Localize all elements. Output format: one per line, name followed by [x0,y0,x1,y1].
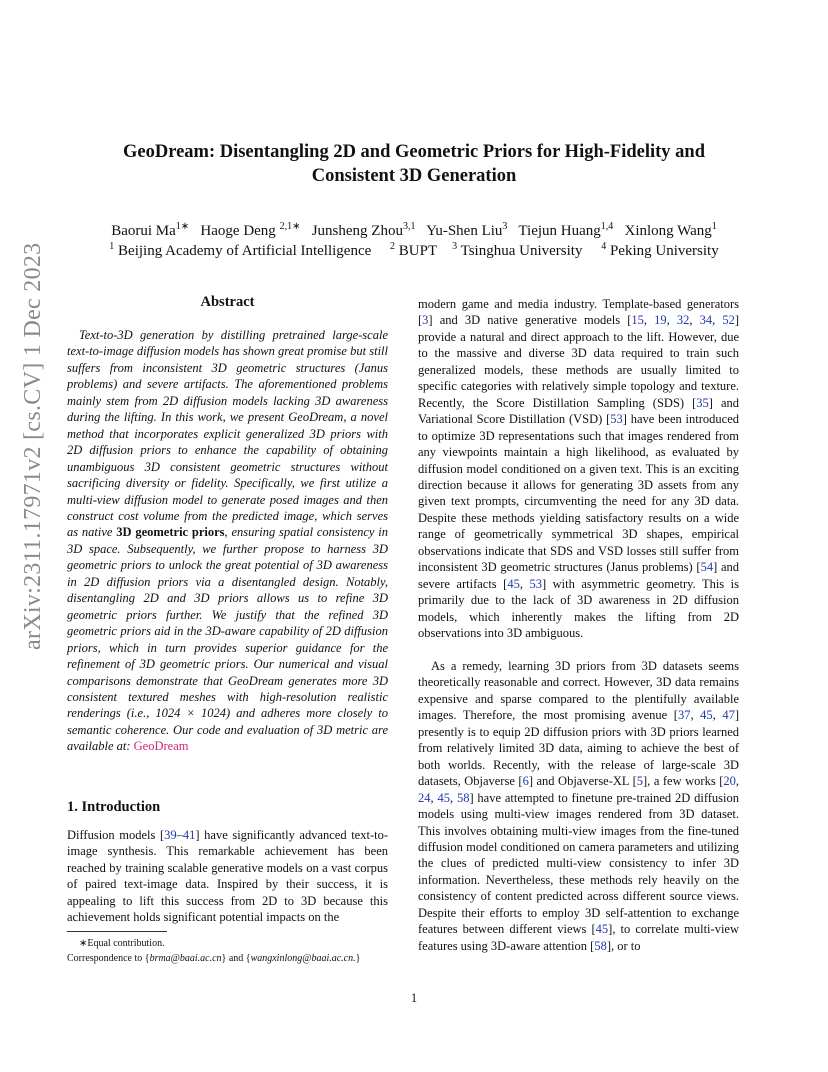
citation-link[interactable]: 6 [522,774,529,789]
paragraph-text: ] presently is to equip 2D diffusion priors with 3D priors learned from relatively limited 3D data, aiming to achieve the best of both worlds. Recently, with the release of large-scale 3D datasets, Objaverse [ [418,708,740,789]
citation-link[interactable]: 24 [418,790,431,805]
right-paragraph-1 [418,296,739,642]
paragraph-text: , [712,313,723,328]
abstract-body: Text-to-3D generation by distilling pretrained large-scale text-to-image diffusion models has shown great promise but still suffers from inconsistent 3D geometric structures (Janus problems) and severe artifacts. The aforementioned problems mainly stem from 2D diffusion models lacking 3D awareness during the lifting. In this work, we present GeoDream, a novel method that incorporates explicit generalized 3D priors with 2D diffusion priors to enhance the capability of obtaining unambiguous 3D consistent geometric structures without sacrificing diversity or fidelity. Specifically, we first utilize a multi-view diffusion model to generate posed images and then construct cost volume from the predicted image, which serves as native 3D geometric priors, ensuring spatial consistency in 3D space. Subsequently, we further propose to harness 3D geometric priors to unlock the great potential of 3D awareness in 2D diffusion priors via a disentangled design. Notably, disentangling 2D and 3D priors allows us to refine 3D geometric priors further. We justify that the refined 3D geometric priors aid in the 3D-aware capability of 2D diffusion priors, which in turn provides superior guidance for the refinement of 3D geometric priors. Our numerical and visual comparisons demonstrate that GeoDream generates more 3D consistent textured meshes with high-resolution realistic renderings (i.e., 1024 × 1024) and adheres more closely to semantic coherence. Our code and evaluation of 3D metric are available at: GeoDream [67,328,388,754]
affiliation: $^4$ Peking University [601,241,719,259]
paragraph-text: , [690,708,701,723]
author: Xinlong Wang$^1$ [624,221,717,239]
citation-link[interactable]: 39 [164,828,177,842]
arxiv-stamp [20,242,50,650]
affiliation-list [0,237,828,261]
paragraph-text: , [689,313,700,328]
citation-link[interactable]: 34 [699,313,713,328]
citation-link[interactable]: 53 [610,412,623,427]
citation-link[interactable]: 3 [422,313,429,328]
affiliation: $^3$ Tsinghua University [452,241,583,259]
paragraph-text: , [449,790,457,805]
citation-link[interactable]: 47 [722,708,735,723]
author: Tiejun Huang$^{1,4}$ [518,221,614,239]
paragraph-text: ] and severe artifacts [ [418,560,739,591]
citation-link[interactable]: 20 [723,774,736,789]
citation-link[interactable]: 19 [654,313,667,328]
paragraph-text: ], to correlate multi-view features using 3D-aware attention [ [418,922,739,953]
paragraph-text: , [643,313,655,328]
paragraph-text: ] and Objaverse-XL [ [528,774,637,789]
email-link[interactable]: wangxinlong@baai.ac.cn. [250,953,356,964]
citation-link[interactable]: 58 [456,790,470,805]
footnote-correspondence: Correspondence to {brma@baai.ac.cn} and {wangxinlong@baai.ac.cn.} [67,953,361,964]
paragraph-text: , [712,708,723,723]
paragraph-text: modern game and media industry. Template-based generators [ [418,297,739,328]
citation-link[interactable]: 45 [437,790,450,805]
citation-link[interactable]: 15 [631,313,644,328]
citation-link[interactable]: 45 [507,576,520,591]
citation-link[interactable]: 35 [696,395,709,410]
paragraph-text: ] with asymmetric geometry. This is primarily due to the lack of 3D awareness in 2D diffusion models, which inherently makes the lifting from 2D observations into 3D ambiguous. [418,576,739,641]
paragraph-text: ] and 3D native generative models [ [428,313,632,328]
footnote-rule [67,931,167,932]
paragraph-text: As a remedy, learning 3D priors from 3D datasets seems theoretically reasonable and correct. However, 3D data remains expensive and sparse compared to the plentifully available images. Therefore, the most promising avenue [ [418,659,739,723]
footnote-equal-contribution: ∗Equal contribution. [79,938,165,949]
citation-link[interactable]: 52 [722,313,735,328]
citation-link[interactable]: 5 [636,774,644,789]
page-number: 1 [410,991,418,1005]
arxiv-id: arXiv:2311.17971v2 [cs.CV] 1 Dec 2023 [20,242,46,650]
intro-paragraph: Diffusion models [39–41] have significantly advanced text-to-image synthesis. This remarkable achievement has been reached by training scalable generative models on a vast corpus of paired text-image data. Inspired by their success, it is appealing to lift this success from 2D to 3D because this achievement holds significant potential impacts on the [67,828,388,925]
paragraph-text: ], or to [606,938,641,953]
paragraph-text: ] have been introduced to optimize 3D representations such that images rendered from any viewpoints maintain a high likelihood, as evaluated by diffusion model conditioned on a given text. This is an exciting direction because it allows for generating 3D assets from any given text prompts, circumventing the need for any 3D data. Despite these methods yielding satisfactory results on a wide range of geometrically symmetrical 3D shapes, empirical observations indicate that SDS and VSD losses still suffer from inconsistent 3D geometric structures (Janus problems) [ [418,412,740,575]
paragraph-text: ] and Variational Score Distillation (VSD) [ [418,395,739,427]
author: Baorui $Ma^{1∗}$ [111,221,190,239]
citation-link[interactable]: 37 [677,708,691,723]
citation-link[interactable]: 45 [595,922,609,937]
paragraph-text: , [519,576,530,591]
paragraph-text: ], a few works [ [643,774,724,789]
email-link[interactable]: brma@baai.ac.cn [149,953,222,964]
affiliation: $^2$ BUPT [390,241,438,259]
title-line-2: Consistent 3D Generation [311,166,517,186]
author: Junsheng Zhou$^{3,1}$ [311,221,416,239]
right-paragraph-2 [418,658,739,954]
paragraph-text: , [666,313,677,328]
paragraph-text: , [430,790,438,805]
citation-link[interactable]: 54 [700,560,714,575]
section-heading-introduction: 1. Introduction [67,799,161,815]
geodream-link[interactable]: GeoDream [133,739,189,754]
citation-link[interactable]: 53 [529,576,542,591]
paper-title [0,140,828,188]
title-line-1: GeoDream: Disentangling 2D and Geometric Priors for High-Fidelity and [122,142,705,162]
paragraph-text: , [735,774,739,789]
abstract-heading: Abstract [200,294,255,310]
author: Haoge Deng $^{2,1∗}$ [200,221,301,239]
citation-link[interactable]: 58 [594,938,607,953]
author: Yu-Shen Liu$^3$ [426,221,508,239]
abstract-bold-phrase: 3D geometric priors [116,525,225,540]
affiliation: $^1$ Beijing Academy of Artificial Intelligence [109,241,372,259]
citation-link[interactable]: 32 [676,313,690,328]
paragraph-text: ] have attempted to finetune pre-trained 2D diffusion models using multi-view images rendered from 3D dataset. This involves obtaining multi-view images from the fine-tuned diffusion model conditioned on camera parameters and utilizing the clues of predicted multi-view consistency to infer 3D information. Nevertheless, these methods rely heavily on the consistency of content predicted across different source views. Despite their efforts to employ 3D self-attention to exchange features between different views [ [418,790,740,937]
paragraph-text: ] provide a natural and direct approach to the lift. However, due to the massive and diverse 3D data required to train such generalized models, these methods are usually limited to specific categories with relatively simple topology and texture. Recently, the Score Distillation Sampling (SDS) [ [418,313,740,410]
citation-link[interactable]: 45 [700,708,713,723]
citation-link[interactable]: 41 [182,828,196,842]
